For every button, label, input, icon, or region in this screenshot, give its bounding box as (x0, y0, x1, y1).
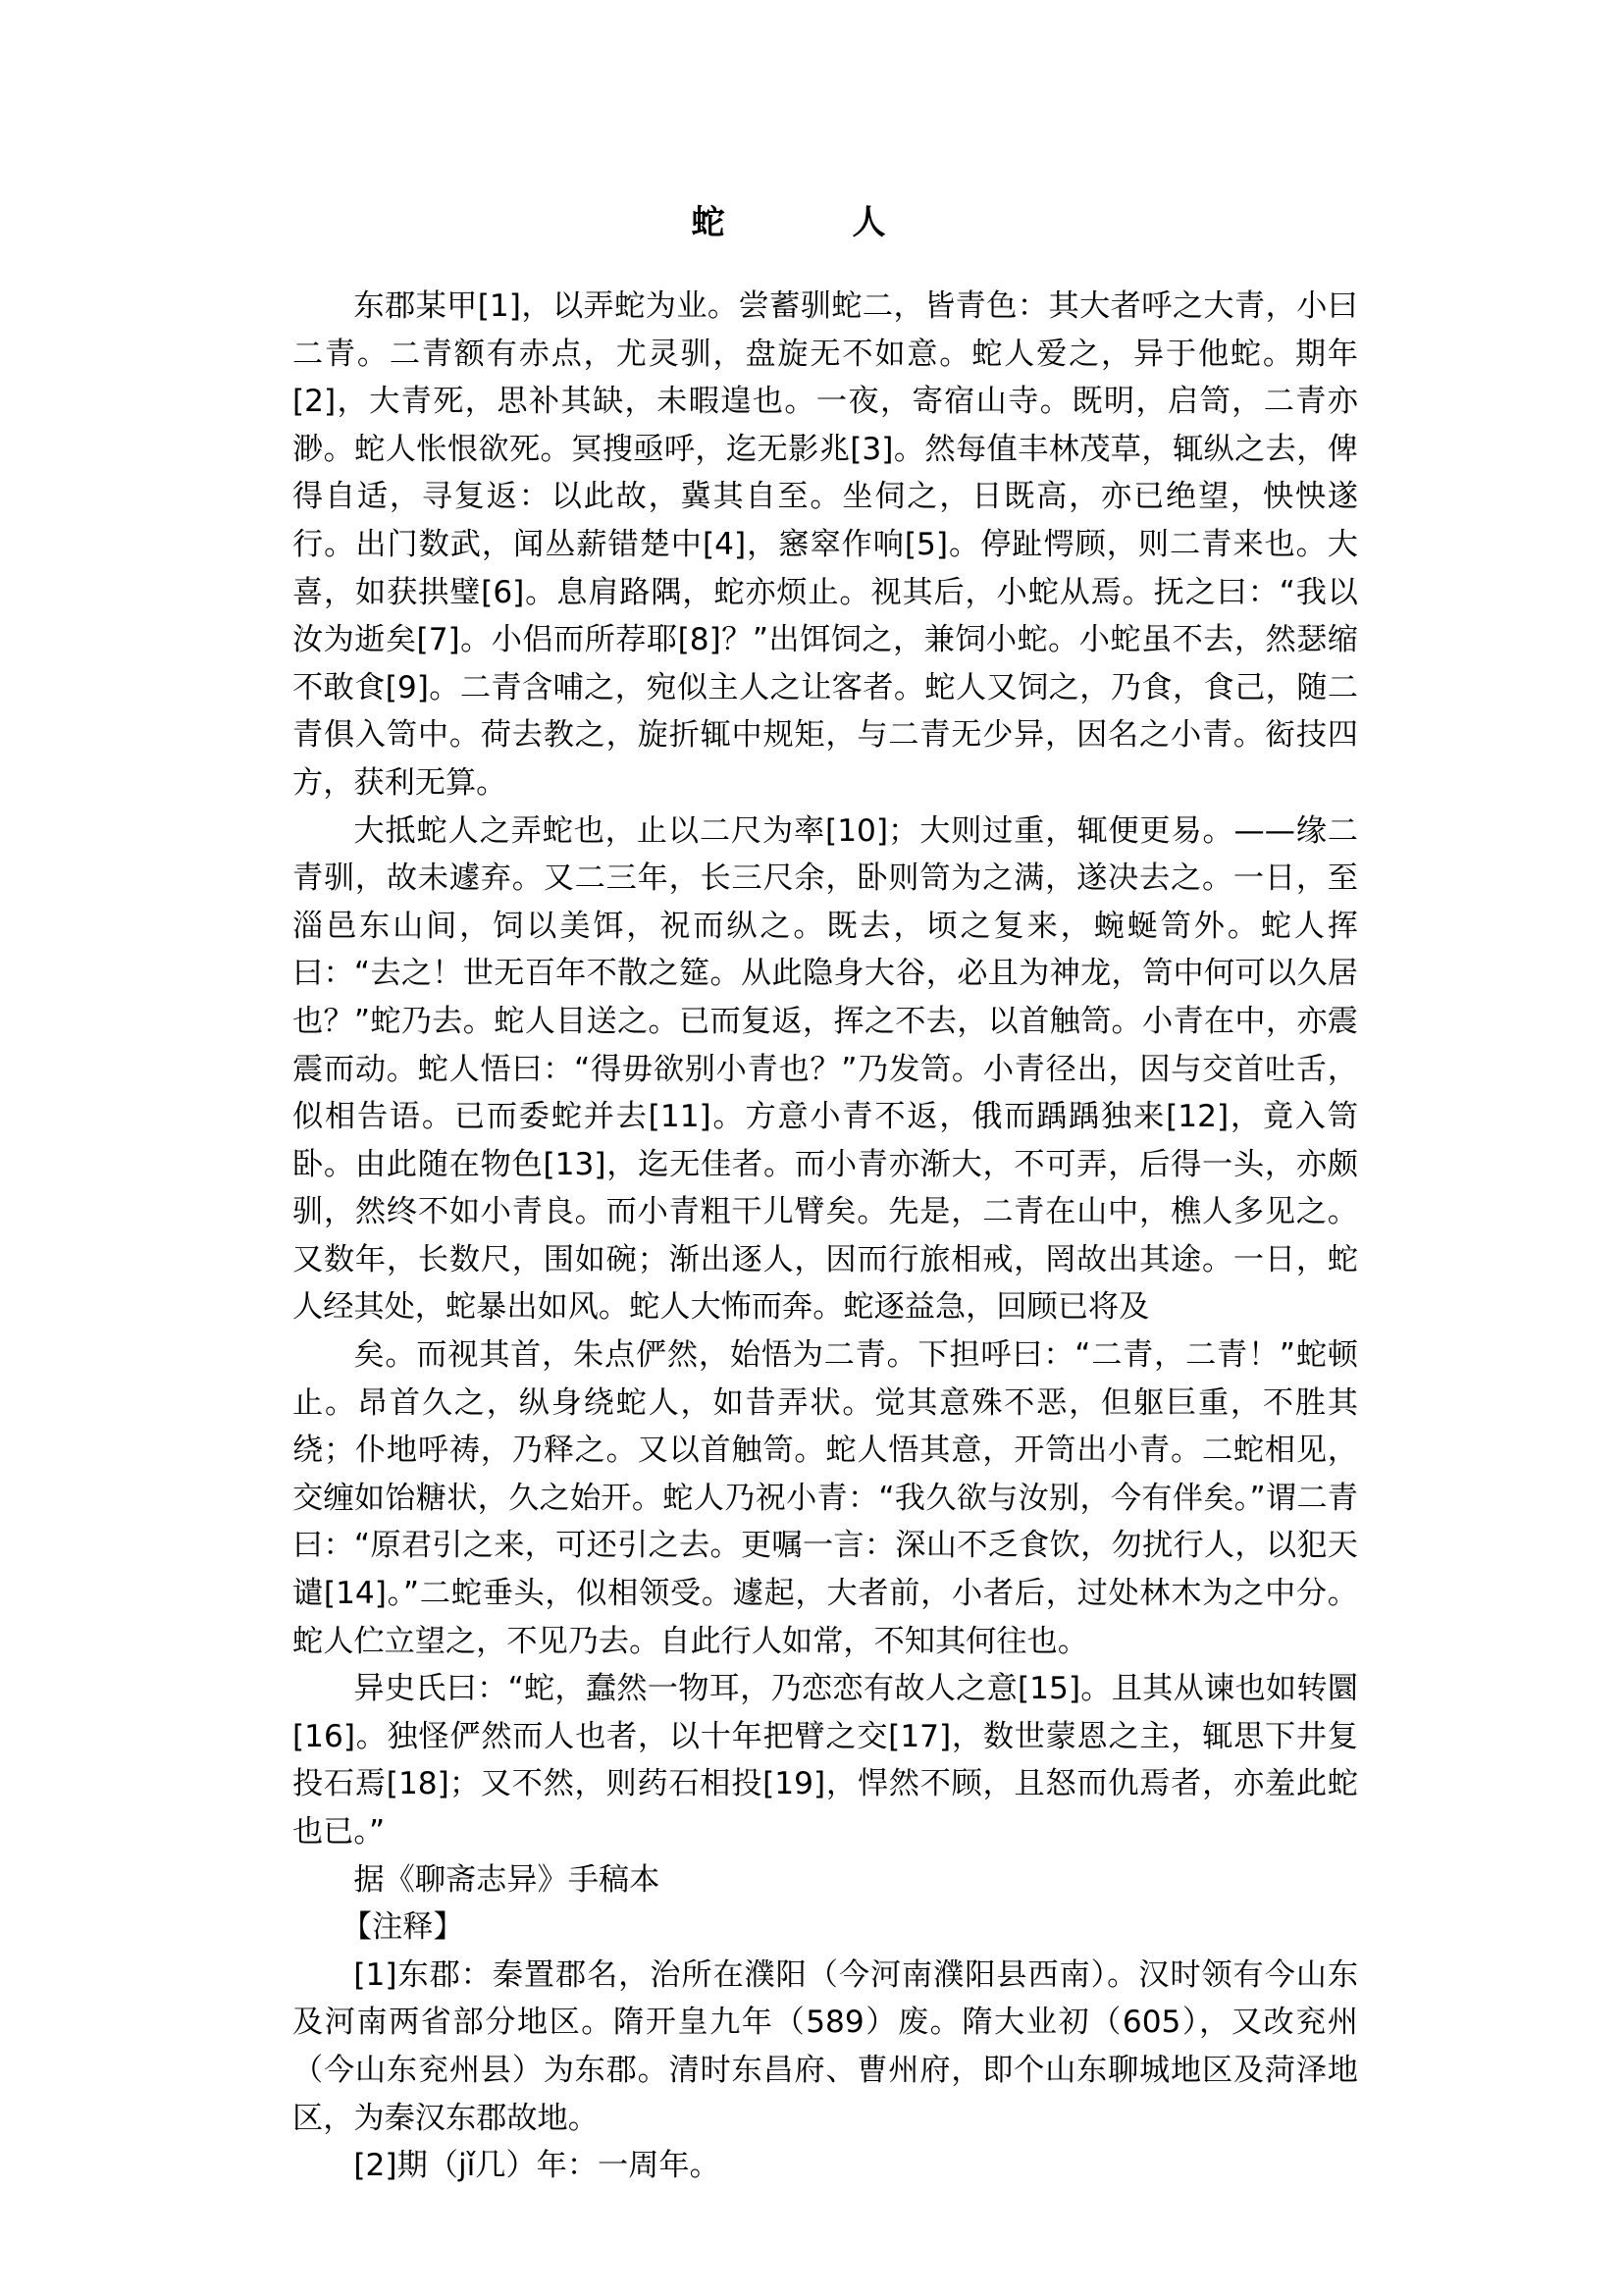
commentary-paragraph: 异史氏曰：“蛇，蠢然一物耳，乃恋恋有故人之意[15]。且其从谏也如转圜[16]。独怪俨然而人也者，以十年把臂之交[17]，数世蒙恩之主，辄思下井复投石焉[18]；又不然，则药石相投[19]，悍然不顾，且怒而仇焉者，亦羞此蛇也已。” (292, 1671, 1358, 1850)
story-paragraph-3: 矣。而视其首，朱点俨然，始悟为二青。下担呼曰：“二青，二青！”蛇顿止。昂首久之，纵身绕蛇人，如昔弄状。觉其意殊不恶，但躯巨重，不胜其绕；仆地呼祷，乃释之。又以首触笥。蛇人悟其意，开笥出小青。二蛇相见，交缠如饴糖状，久之始开。蛇人乃祝小青：“我久欲与汝别，今有伴矣。”谓二青曰：“原君引之来，可还引之去。更嘱一言：深山不乏食饮，勿扰行人，以犯天谴[14]。”二蛇垂头，似相领受。遽起，大者前，小者后，过处林木为之中分。蛇人伫立望之，不见乃去。自此行人如常，不知其何往也。 (292, 1337, 1358, 1659)
story-paragraph-1: 东郡某甲[1]，以弄蛇为业。尝蓄驯蛇二，皆青色：其大者呼之大青，小曰二青。二青额有赤点，尤灵驯，盘旋无不如意。蛇人爱之，异于他蛇。期年[2]，大青死，思补其缺，未暇遑也。一夜，寄宿山寺。既明，启笥，二青亦渺。蛇人怅恨欲死。冥搜亟呼，迄无影兆[3]。然每值丰林茂草，辄纵之去，俾得自适，寻复返：以此故，冀其自至。坐伺之，日既高，亦已绝望，怏怏遂行。出门数武，闻丛薪错楚中[4]，窸窣作响[5]。停趾愕顾，则二青来也。大喜，如获拱璧[6]。息肩路隅，蛇亦烦止。视其后，小蛇从焉。抚之曰：“我以汝为逝矣[7]。小侣而所荐耶[8]？”出饵饲之，兼饲小蛇。小蛇虽不去，然瑟缩不敢食[9]。二青含哺之，宛似主人之让客者。蛇人又饲之，乃食，食己，随二青俱入笥中。荷去教之，旋折辄中规矩，与二青无少异，因名之小青。衒技四方，获利无算。 (292, 288, 1358, 801)
story-paragraph-2: 大抵蛇人之弄蛇也，止以二尺为率[10]；大则过重，辄便更易。——缘二青驯，故未遽弃。又二三年，长三尺余，卧则笥为之满，遂决去之。一日，至淄邑东山间，饲以美饵，祝而纵之。既去，顷之复来，蜿蜒笥外。蛇人挥曰：“去之！世无百年不散之筵。从此隐身大谷，必且为神龙，笥中何可以久居也？”蛇乃去。蛇人目送之。已而复返，挥之不去，以首触笥。小青在中，亦震震而动。蛇人悟曰：“得毋欲别小青也？”乃发笥。小青径出，因与交首吐舌，似相告语。已而委蛇并去[11]。方意小青不返，俄而踽踽独来[12]，竟入笥卧。由此随在物色[13]，迄无佳者。而小青亦渐大，不可弄，后得一头，亦颇驯，然终不如小青良。而小青粗干儿臂矣。先是，二青在山中，樵人多见之。又数年，长数尺，围如碗；渐出逐人，因而行旅相戒，罔故出其途。一日，蛇人经其处，蛇暴出如风。蛇人大怖而奔。蛇逐益急，回顾已将及 (292, 812, 1358, 1326)
note-item-2: [2]期（jǐ几）年：一周年。 (353, 2148, 720, 2184)
source-line: 据《聊斋志异》手稿本 (353, 1861, 660, 1898)
note-item-1: [1]东郡：秦置郡名，治所在濮阳（今河南濮阳县西南）。汉时领有今山东及河南两省部分地区。隋开皇九年（589）废。隋大业初（605），又改兖州（今山东兖州县）为东郡。清时东昌府、曹州府，即个山东聊城地区及菏泽地区，为秦汉东郡故地。 (292, 1956, 1358, 2136)
notes-heading: 【注释】 (341, 1909, 464, 1946)
document-body (292, 283, 1358, 2190)
page-title: 蛇 人 (691, 203, 933, 242)
